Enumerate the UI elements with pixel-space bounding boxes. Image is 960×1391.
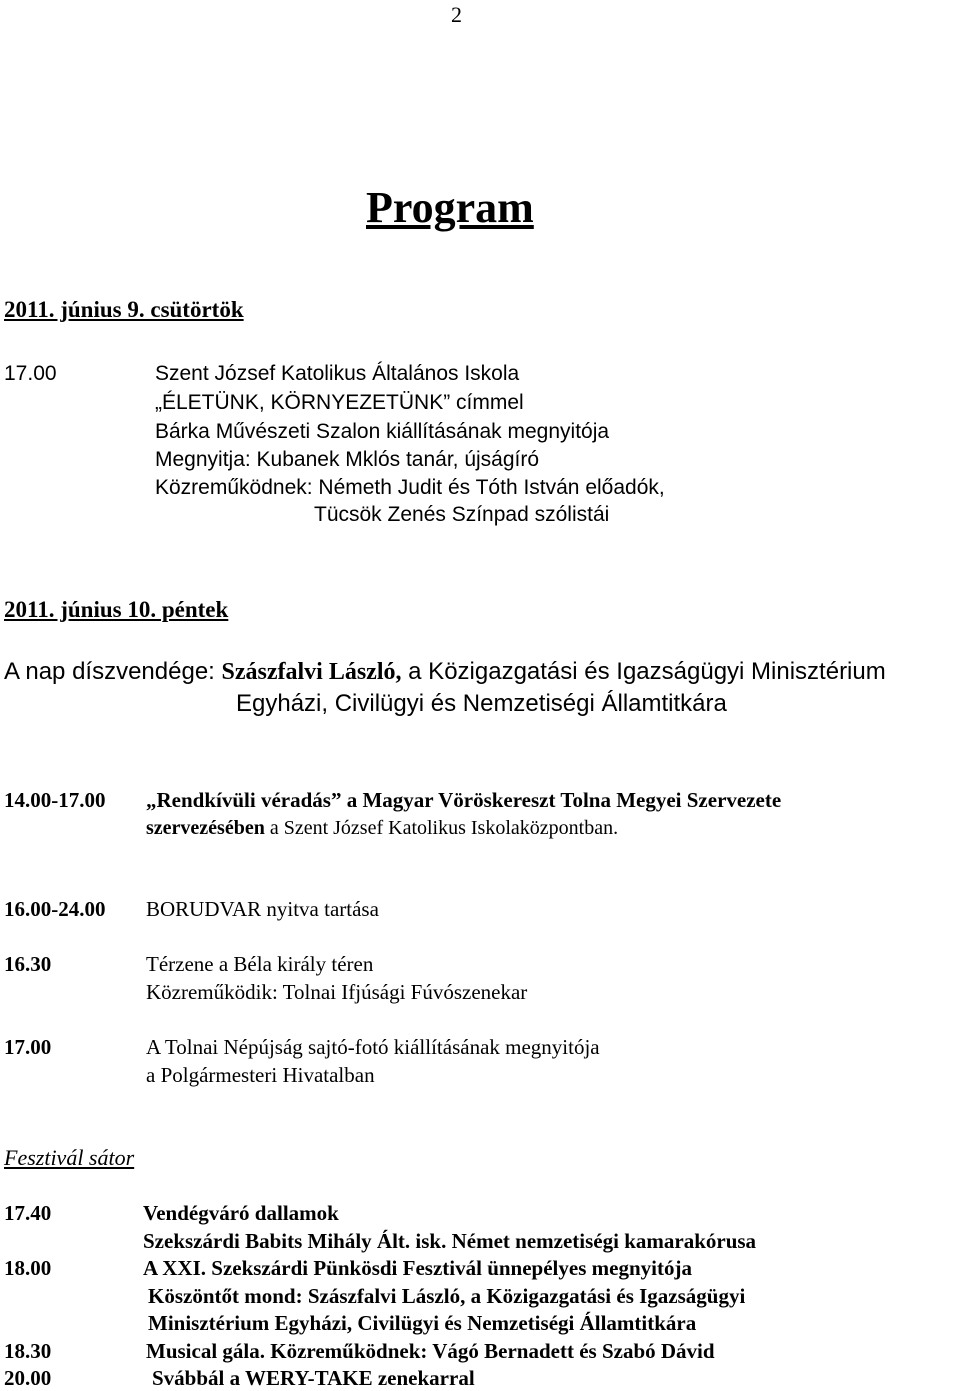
festival-item: A XXI. Szekszárdi Pünkösdi Fesztivál ünnepélyes megnyitója bbox=[143, 1256, 692, 1280]
festival-time: 18.00 bbox=[4, 1256, 52, 1280]
day1-event-time: 17.00 bbox=[4, 362, 57, 385]
guest-title: a Közigazgatási és Igazságügyi Minisztérium bbox=[401, 658, 886, 685]
day1-event-line: Megnyitja: Kubanek Mklós tanár, újságíró bbox=[155, 448, 540, 471]
event-line: Közreműködik: Tolnai Ifjúsági Fúvószenekar bbox=[146, 980, 528, 1004]
event-line: BORUDVAR nyitva tartása bbox=[146, 897, 379, 921]
event-line: A Tolnai Népújság sajtó-fotó kiállításának megnyitója bbox=[146, 1035, 600, 1059]
event-line: „Rendkívüli véradás” a Magyar Vöröskereszt Tolna Megyei Szervezete bbox=[146, 788, 782, 812]
day1-event-line: Közreműködnek: Németh Judit és Tóth István előadók, bbox=[155, 476, 665, 499]
guest-title-line2: Egyházi, Civilügyi és Nemzetiségi Államtitkára bbox=[236, 690, 727, 717]
festival-time: 17.40 bbox=[4, 1201, 52, 1225]
event-time: 16.30 bbox=[4, 952, 52, 976]
festival-item: Szekszárdi Babits Mihály Ált. isk. Német nemzetiségi kamarakórusa bbox=[143, 1229, 757, 1253]
day1-date: 2011. június 9. csütörtök bbox=[4, 297, 244, 322]
event-time: 14.00-17.00 bbox=[4, 788, 106, 812]
day2-date: 2011. június 10. péntek bbox=[4, 597, 229, 622]
event-text: a Szent József Katolikus Iskolaközpontban. bbox=[264, 817, 619, 839]
day1-event-line: Bárka Művészeti Szalon kiállításának megnyitója bbox=[155, 420, 610, 443]
festival-item: Musical gála. Közreműködnek: Vágó Bernadett és Szabó Dávid bbox=[146, 1339, 715, 1363]
day1-event-line: Szent József Katolikus Általános Iskola bbox=[155, 362, 520, 385]
event-time: 16.00-24.00 bbox=[4, 897, 106, 921]
event-line bbox=[146, 817, 618, 840]
festival-item: Köszöntőt mond: Szászfalvi László, a Közigazgatási és Igazságügyi bbox=[148, 1284, 746, 1308]
festival-time: 20.00 bbox=[4, 1366, 52, 1390]
event-time: 17.00 bbox=[4, 1035, 52, 1059]
event-text-bold: szervezésében bbox=[146, 817, 265, 839]
festival-item: Vendégváró dallamok bbox=[143, 1201, 339, 1225]
page-number: 2 bbox=[451, 2, 462, 27]
guest-prefix: A nap díszvendége: bbox=[4, 658, 222, 685]
page-title: Program bbox=[366, 183, 534, 232]
guest-name: Szászfalvi László, bbox=[221, 659, 402, 685]
event-line: Térzene a Béla király téren bbox=[146, 952, 374, 976]
event-line: a Polgármesteri Hivatalban bbox=[146, 1063, 375, 1087]
section-heading: Fesztivál sátor bbox=[4, 1145, 135, 1170]
festival-time: 18.30 bbox=[4, 1339, 52, 1363]
day1-event-line: „ÉLETÜNK, KÖRNYEZETÜNK” címmel bbox=[155, 391, 524, 414]
guest-of-honour bbox=[4, 658, 886, 686]
festival-item: Minisztérium Egyházi, Civilügyi és Nemzetiségi Államtitkára bbox=[148, 1311, 697, 1335]
festival-item: Svábbál a WERY-TAKE zenekarral bbox=[152, 1366, 475, 1390]
day1-event-line: Tücsök Zenés Színpad szólistái bbox=[314, 503, 610, 526]
